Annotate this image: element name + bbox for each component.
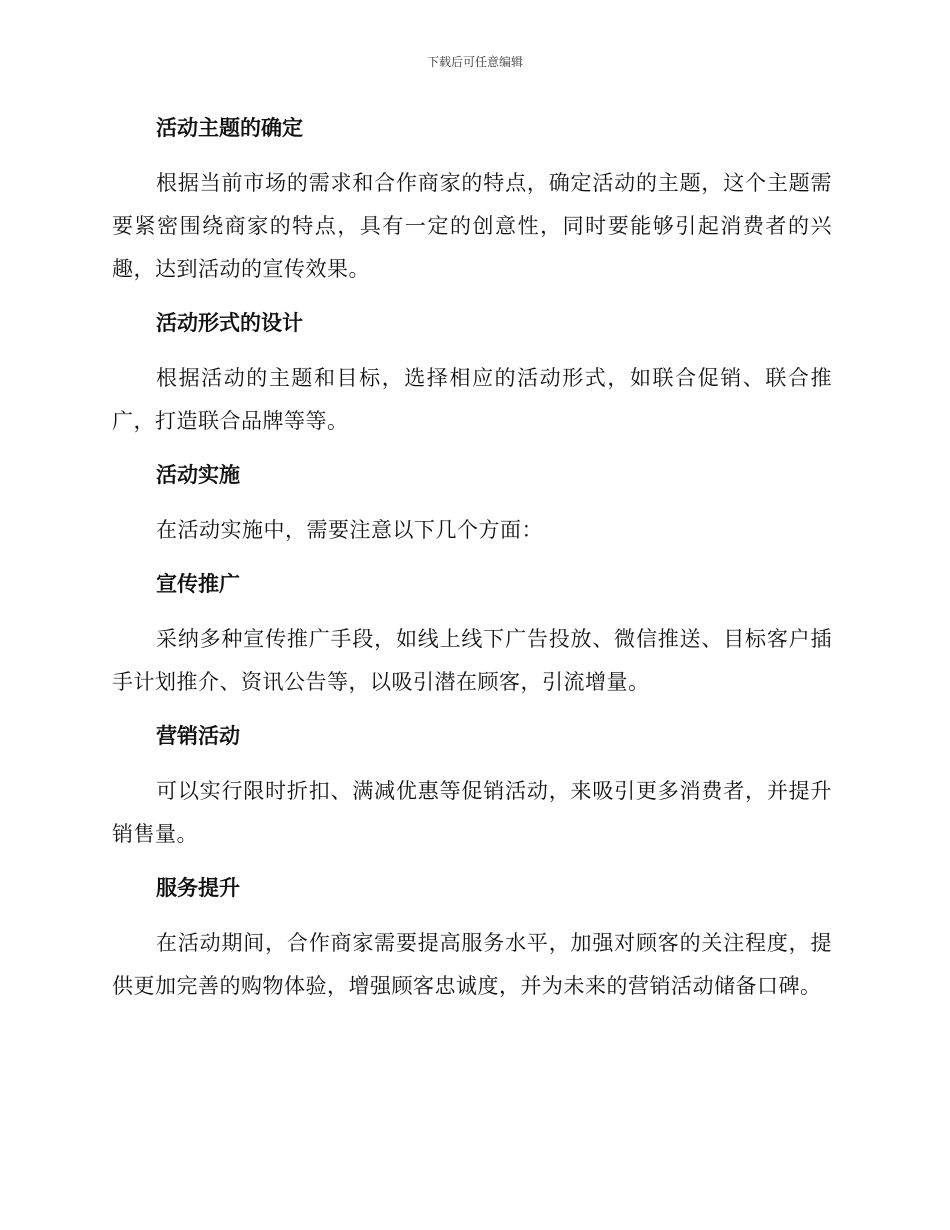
- section-heading-format: 活动形式的设计: [156, 310, 303, 335]
- section-paragraph-marketing: 可以实行限时折扣、满减优惠等促销活动，来吸引更多消费者，并提升销售量。: [112, 779, 832, 846]
- section-heading-service: 服务提升: [156, 875, 240, 900]
- section-heading-implementation: 活动实施: [156, 462, 240, 487]
- section-paragraph-implementation: 在活动实施中，需要注意以下几个方面：: [156, 518, 543, 542]
- section-paragraph-promotion: 采纳多种宣传推广手段，如线上线下广告投放、微信推送、目标客户插手计划推介、资讯公告等，以吸引潜在顾客，引流增量。: [112, 627, 832, 694]
- header-note: 下载后可任意编辑: [426, 55, 523, 69]
- section-paragraph-format: 根据活动的主题和目标，选择相应的活动形式，如联合促销、联合推广，打造联合品牌等等。: [112, 366, 832, 433]
- section-heading-theme: 活动主题的确定: [156, 115, 303, 140]
- section-paragraph-theme: 根据当前市场的需求和合作商家的特点，确定活动的主题，这个主题需要紧密围绕商家的特点，具有一定的创意性，同时要能够引起消费者的兴趣，达到活动的宣传效果。: [112, 171, 832, 281]
- section-heading-marketing: 营销活动: [156, 723, 240, 748]
- section-heading-promotion: 宣传推广: [156, 571, 240, 596]
- section-paragraph-service: 在活动期间，合作商家需要提高服务水平，加强对顾客的关注程度，提供更加完善的购物体验，增强顾客忠诚度，并为未来的营销活动储备口碑。: [112, 931, 832, 998]
- document-body: [112, 108, 832, 1008]
